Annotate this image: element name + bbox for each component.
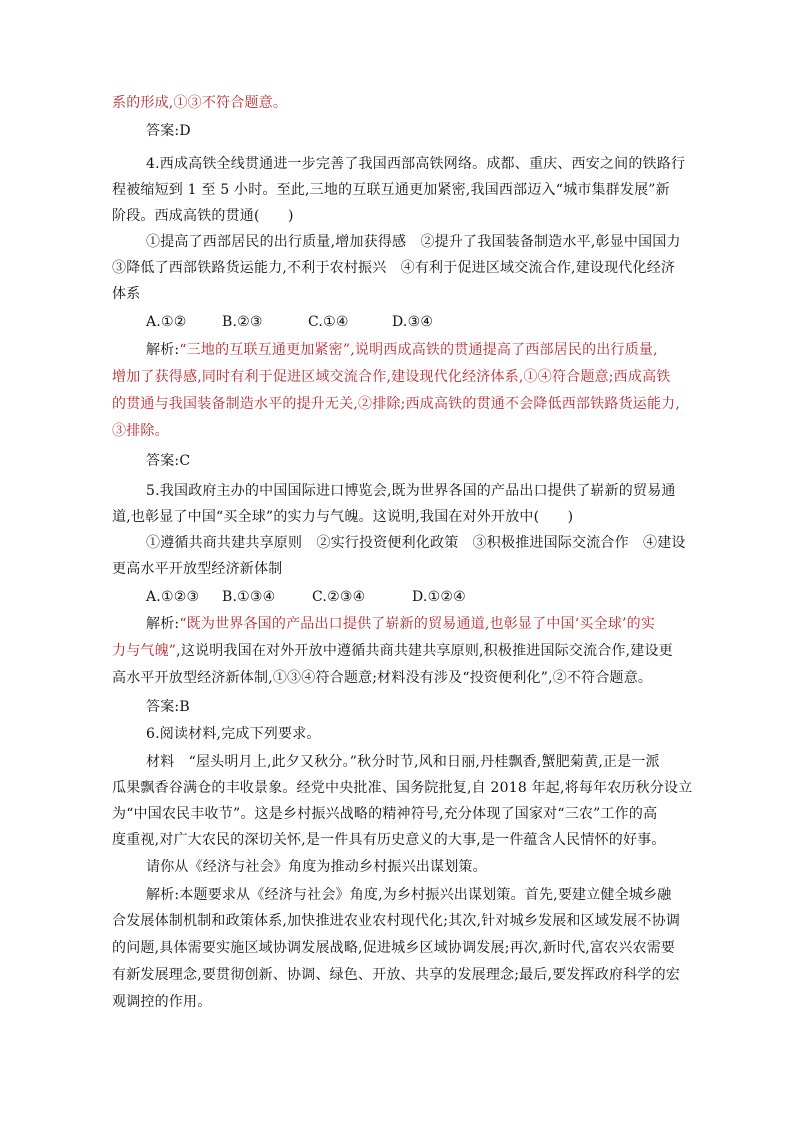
option-d: D.③④ xyxy=(392,314,434,330)
question-5-stem-2: 道,也彰显了中国“买全球”的实力与气魄。这说明,我国在对外开放中( ) xyxy=(112,509,574,525)
question-6-material-4: 度重视,对广大农民的深切关怀,是一件具有历史意义的大事,是一件蕴含人民情怀的好事。 xyxy=(112,832,666,848)
question-4-analysis-2: 增加了获得感,同时有利于促进区域交流合作,建设现代化经济体系,①④符合题意;西成高铁 xyxy=(112,369,671,385)
question-5-statement-2: 更高水平开放型经济新体制 xyxy=(112,561,283,577)
question-6-material-3: 为“中国农民丰收节”。这是乡村振兴战略的精神符号,充分体现了国家对“三农”工作的高 xyxy=(112,806,658,822)
answer-5: 答案:B xyxy=(146,699,190,715)
question-4-analysis-3: 的贯通与我国装备制造水平的提升无关,②排除;西成高铁的贯通不会降低西部铁路货运能力, xyxy=(112,396,681,412)
question-5-analysis-3: 高水平开放型经济新体制,①③④符合题意;材料没有涉及“投资便利化”,②不符合题意。 xyxy=(112,670,653,686)
analysis-text: 系的形成, xyxy=(112,95,174,111)
question-5-analysis-1 xyxy=(146,614,655,634)
question-6-analysis-5: 观调控的作用。 xyxy=(112,994,212,1010)
option-b: B.①③④ xyxy=(222,589,276,605)
option-c: C.①④ xyxy=(308,314,349,330)
question-4-statement-1: ①提高了西部居民的出行质量,增加获得感 ②提升了我国装备制造水平,彰显中国国力 xyxy=(146,234,681,250)
question-6-analysis-3: 的问题,具体需要实施区域协调发展战略,促进城乡区域协调发展;再次,新时代,富农兴农需要 xyxy=(112,940,676,956)
analysis-text: ,这说明我国在对外开放中遵循共商共建共享原则,积极推进国际交流合作,建设更 xyxy=(176,643,673,659)
option-d: D.①②④ xyxy=(412,589,466,605)
question-6-stem: 6.阅读材料,完成下列要求。 xyxy=(146,726,321,742)
analysis-text: “三地的互联互通更加紧密”,说明西成高铁的贯通提高了西部居民的出行质量, xyxy=(179,342,658,358)
question-6-material-1: 材料 “屋头明月上,此夕又秋分。”秋分时节,风和日丽,丹桂飘香,蟹肥菊黄,正是一派 xyxy=(146,754,660,770)
question-5-stem-1: 5.我国政府主办的中国国际进口博览会,既为世界各国的产品出口提供了崭新的贸易通 xyxy=(146,483,676,499)
question-6-analysis-2: 合发展体制机制和政策体系,加快推进农业农村现代化;其次,针对城乡发展和区域发展不协调 xyxy=(112,913,681,929)
question-4-stem-2: 程被缩短到 1 至 5 小时。至此,三地的互联互通更加紧密,我国西部迈入“城市集群发展”新 xyxy=(112,182,670,198)
option-c: C.②③④ xyxy=(312,589,366,605)
question-4-analysis-4: ③排除。 xyxy=(112,423,169,439)
question-6-requirement: 请你从《经济与社会》角度为推动乡村振兴出谋划策。 xyxy=(146,859,487,875)
question-4-analysis-1 xyxy=(146,340,658,360)
analysis-label: 解析: xyxy=(146,342,180,358)
analysis-text: “既为世界各国的产品出口提供了崭新的贸易通道,也彰显了中国‘买全球’的实 xyxy=(179,616,656,632)
question-4-stem-3: 阶段。西成高铁的贯通( ) xyxy=(112,208,294,224)
question-6-material-2: 瓜果飘香谷满仓的丰收景象。经党中央批准、国务院批复,自 2018 年起,将每年农历秋分设立 xyxy=(112,780,693,796)
answer-3: 答案:D xyxy=(146,123,191,139)
question-4-statement-2: ③降低了西部铁路货运能力,不利于农村振兴 ④有利于促进区域交流合作,建设现代化经济 xyxy=(112,260,676,276)
analysis-text: 力与气魄” xyxy=(112,643,177,659)
analysis-text: ①③不符合题意。 xyxy=(173,95,288,111)
prev-analysis-end xyxy=(112,93,287,113)
question-5-statement-1: ①遵循共商共建共享原则 ②实行投资便利化政策 ③积极推进国际交流合作 ④建设 xyxy=(146,535,686,551)
question-6-analysis-4: 有新发展理念,要贯彻创新、协调、绿色、开放、共享的发展理念;最后,要发挥政府科学的宏 xyxy=(112,967,681,983)
analysis-label: 解析: xyxy=(146,616,180,632)
question-4-statement-3: 体系 xyxy=(112,286,141,302)
question-6-analysis-1: 解析:本题要求从《经济与社会》角度,为乡村振兴出谋划策。首先,要建立健全城乡融 xyxy=(146,887,672,903)
question-5-analysis-2 xyxy=(112,641,673,661)
option-b: B.②③ xyxy=(222,314,263,330)
question-4-stem-1: 4.西成高铁全线贯通进一步完善了我国西部高铁网络。成都、重庆、西安之间的铁路行 xyxy=(146,156,686,172)
option-a: A.①② xyxy=(146,314,187,330)
option-a: A.①②③ xyxy=(146,589,200,605)
answer-4: 答案:C xyxy=(146,453,191,469)
